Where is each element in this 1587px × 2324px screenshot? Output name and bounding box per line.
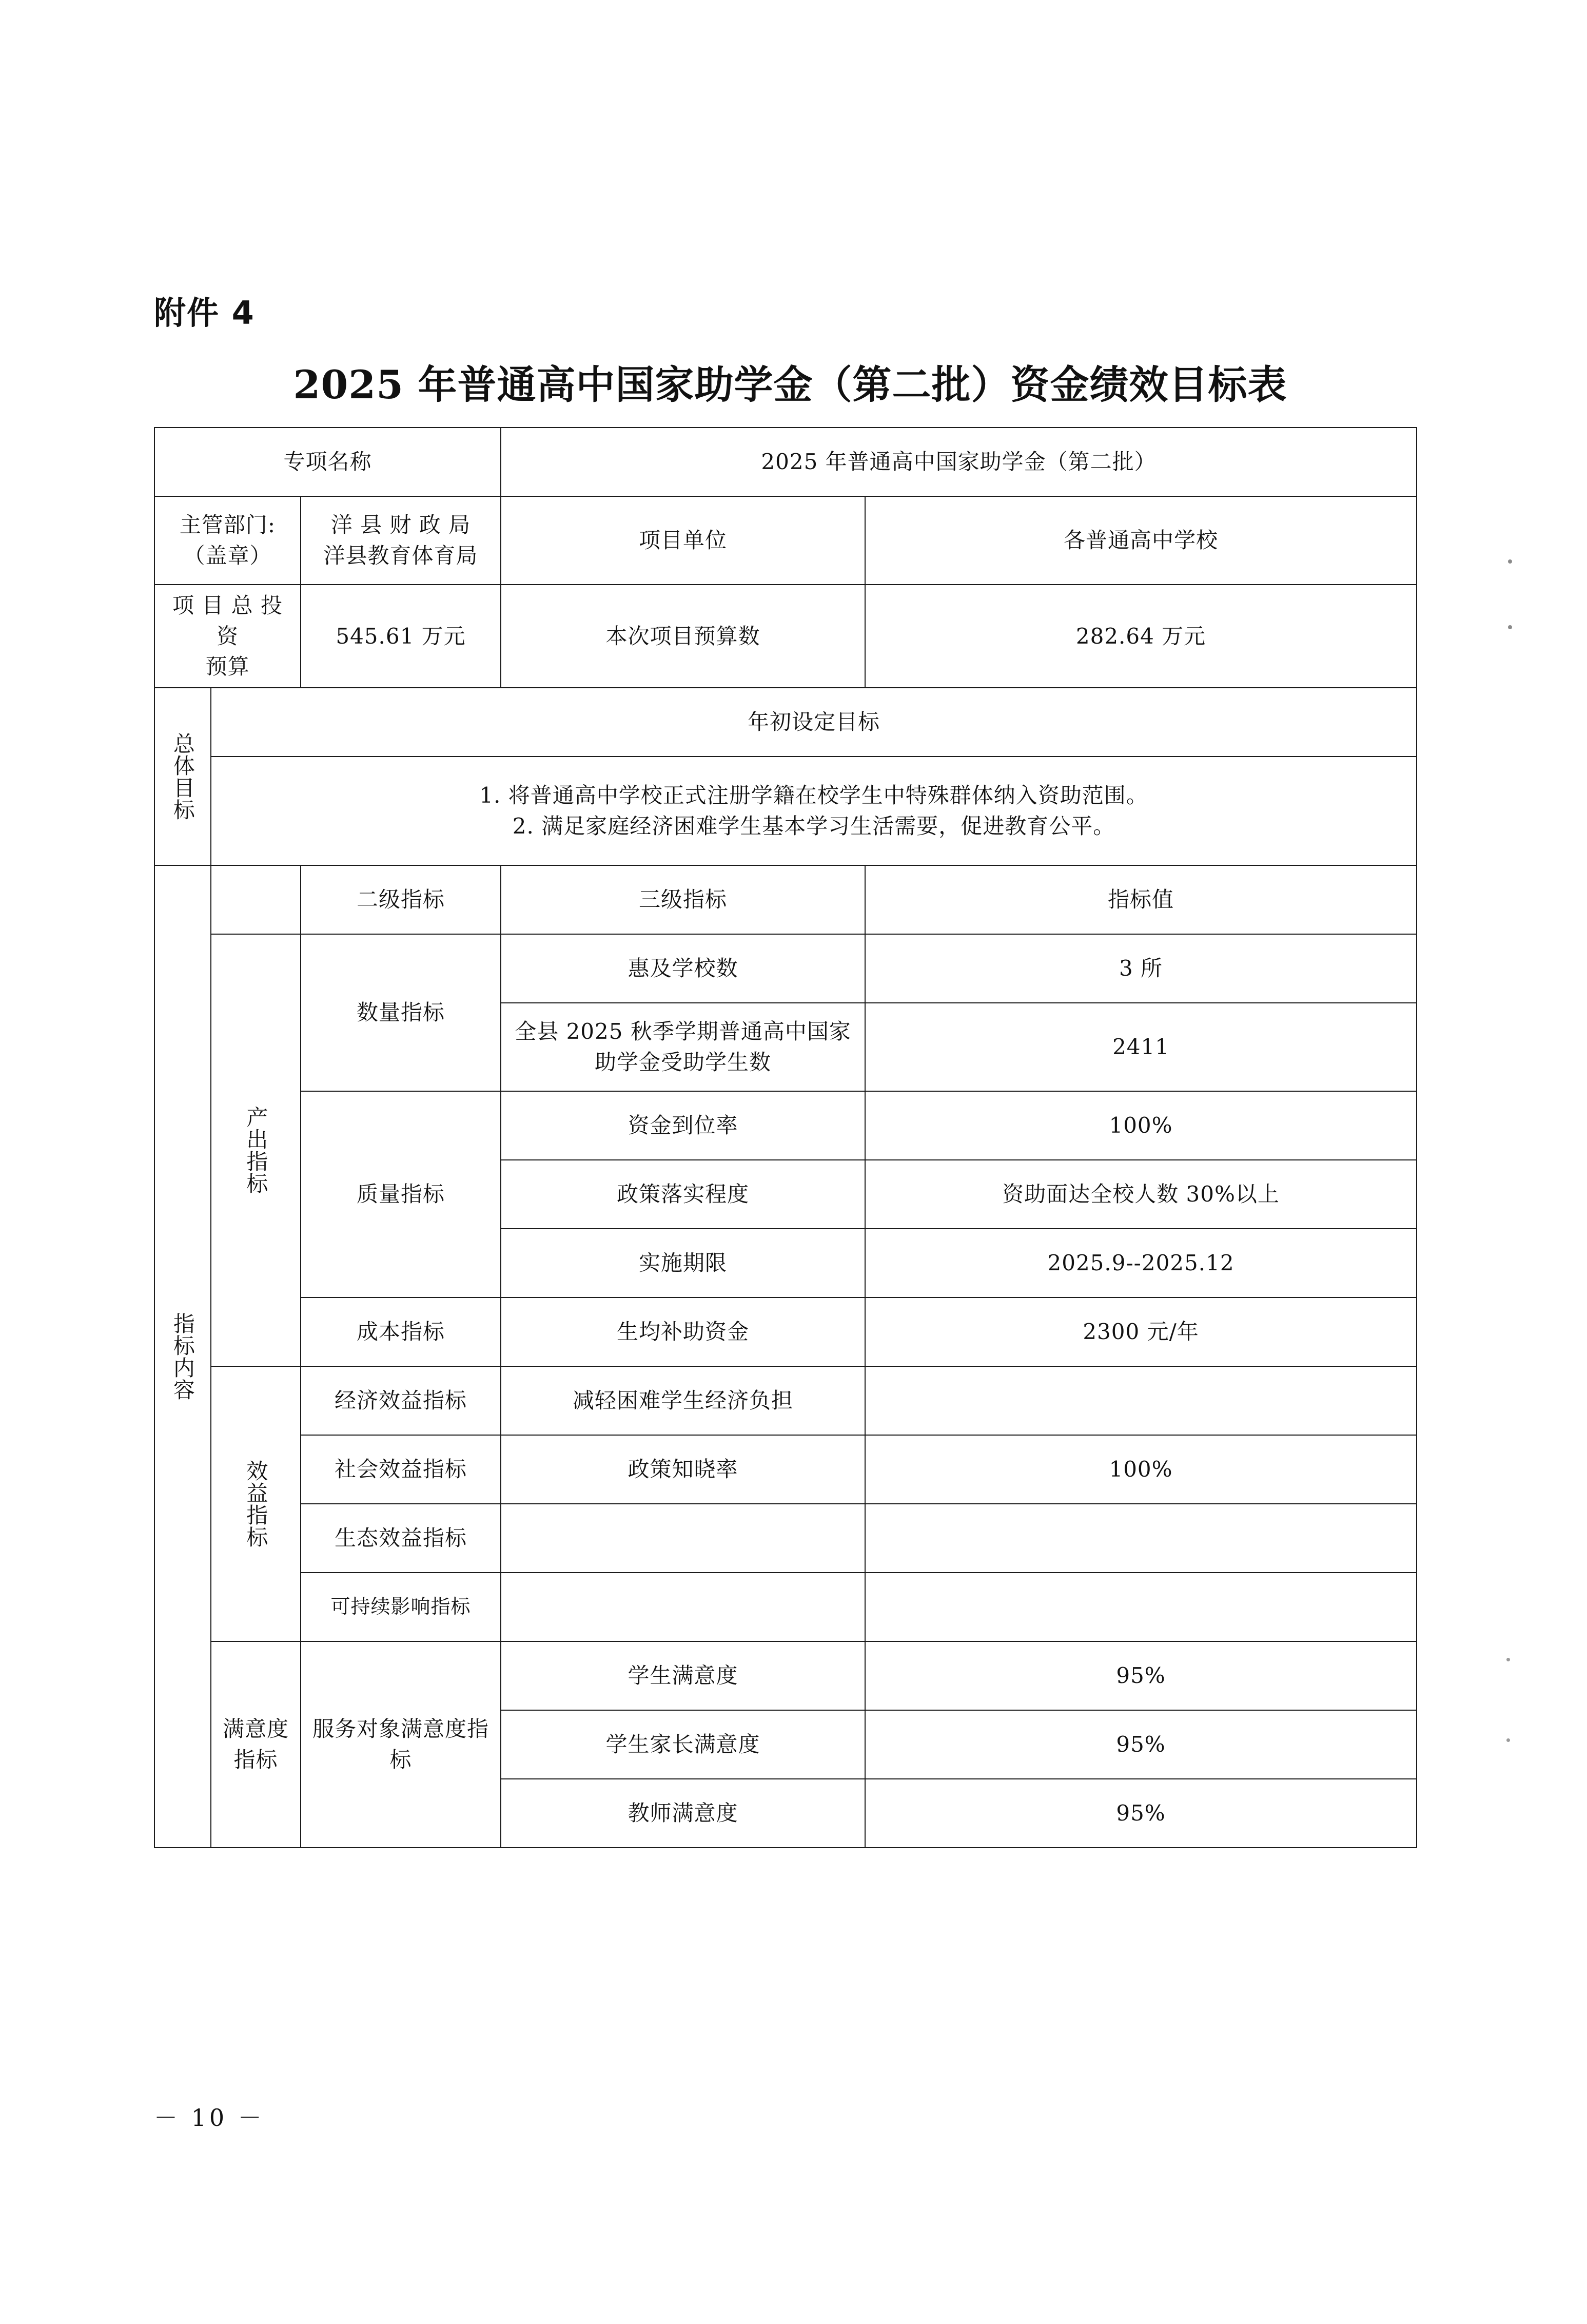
project-unit-label: 项目单位 <box>501 496 865 585</box>
current-budget-value: 282.64 万元 <box>865 585 1417 688</box>
table-row <box>154 757 1417 865</box>
subgroup-label-quality: 质量指标 <box>301 1091 501 1297</box>
dept-value <box>301 496 501 585</box>
level3-label: 全县 2025 秋季学期普通高中国家助学金受助学生数 <box>501 1003 865 1091</box>
performance-target-table <box>154 427 1417 1848</box>
dept-label-line1: 主管部门: <box>179 512 276 538</box>
indicator-col-level3: 三级指标 <box>501 865 865 934</box>
indicator-col-value: 指标值 <box>865 865 1417 934</box>
overall-goal-side-label: 总体目标 <box>154 688 211 865</box>
subgroup-label-ecological: 生态效益指标 <box>301 1504 501 1573</box>
total-budget-label-line2: 预算 <box>205 654 250 680</box>
indicator-value: 2025.9--2025.12 <box>865 1229 1417 1297</box>
subgroup-label-service-object: 服务对象满意度指标 <box>301 1641 501 1848</box>
level3-label: 政策落实程度 <box>501 1160 865 1229</box>
table-row <box>154 1435 1417 1504</box>
table-row <box>154 428 1417 496</box>
level3-label: 减轻困难学生经济负担 <box>501 1366 865 1435</box>
indicator-value: 3 所 <box>865 934 1417 1003</box>
indicator-value: 100% <box>865 1091 1417 1160</box>
indicator-value: 100% <box>865 1435 1417 1504</box>
indicator-value <box>865 1504 1417 1573</box>
table-row <box>154 496 1417 585</box>
dept-value-line2: 洋县教育体育局 <box>323 543 478 568</box>
subgroup-label-cost: 成本指标 <box>301 1297 501 1366</box>
level3-label <box>501 1504 865 1573</box>
table-row <box>154 865 1417 934</box>
table-row <box>154 1297 1417 1366</box>
indicator-value: 95% <box>865 1710 1417 1779</box>
indicator-value: 95% <box>865 1779 1417 1848</box>
table-row <box>154 1366 1417 1435</box>
indicator-value: 2411 <box>865 1003 1417 1091</box>
level3-label: 资金到位率 <box>501 1091 865 1160</box>
table-row <box>154 585 1417 688</box>
dept-label-line2: （盖章） <box>183 543 272 568</box>
indicator-value <box>865 1366 1417 1435</box>
level3-label: 教师满意度 <box>501 1779 865 1848</box>
attachment-label: 附件 4 <box>154 294 255 332</box>
total-budget-value: 545.61 万元 <box>301 585 501 688</box>
group-label-satisfaction: 满意度指标 <box>211 1641 301 1848</box>
total-budget-label <box>154 585 301 688</box>
indicator-col-level2: 二级指标 <box>301 865 501 934</box>
dept-value-line1: 洋 县 财 政 局 <box>330 512 471 538</box>
special-name-label: 专项名称 <box>154 428 501 496</box>
group-label-benefit: 效益指标 <box>211 1366 301 1641</box>
total-budget-label-line1: 项 目 总 投 资 <box>172 593 283 649</box>
margin-dot-marks <box>1508 559 1515 691</box>
level3-label: 实施期限 <box>501 1229 865 1297</box>
special-name-value: 2025 年普通高中国家助学金（第二批） <box>501 428 1417 496</box>
level3-label <box>501 1573 865 1641</box>
indicator-value: 2300 元/年 <box>865 1297 1417 1366</box>
indicator-value <box>865 1573 1417 1641</box>
level3-label: 生均补助资金 <box>501 1297 865 1366</box>
dept-label <box>154 496 301 585</box>
indicator-col-blank <box>211 865 301 934</box>
level3-label: 学生家长满意度 <box>501 1710 865 1779</box>
margin-dot-marks-lower <box>1506 1658 1510 1819</box>
table-row <box>154 1504 1417 1573</box>
page-title: 2025 年普通高中国家助学金（第二批）资金绩效目标表 <box>293 362 1287 408</box>
subgroup-label-social: 社会效益指标 <box>301 1435 501 1504</box>
overall-goal-header: 年初设定目标 <box>211 688 1417 757</box>
subgroup-label-sustainable: 可持续影响指标 <box>301 1573 501 1641</box>
indicator-value: 资助面达全校人数 30%以上 <box>865 1160 1417 1229</box>
indicator-side-label: 指标内容 <box>154 865 211 1848</box>
table-row <box>154 688 1417 757</box>
subgroup-label-economic: 经济效益指标 <box>301 1366 501 1435</box>
overall-goal-item-1: 1. 将普通高中学校正式注册学籍在校学生中特殊群体纳入资助范围。 <box>479 783 1148 808</box>
table-row <box>154 1091 1417 1160</box>
table-row <box>154 934 1417 1003</box>
current-budget-label: 本次项目预算数 <box>501 585 865 688</box>
group-label-output: 产出指标 <box>211 934 301 1366</box>
level3-label: 学生满意度 <box>501 1641 865 1710</box>
level3-label: 惠及学校数 <box>501 934 865 1003</box>
project-unit-value: 各普通高中学校 <box>865 496 1417 585</box>
subgroup-label-quantity: 数量指标 <box>301 934 501 1091</box>
overall-goal-item-2: 2. 满足家庭经济困难学生基本学习生活需要，促进教育公平。 <box>512 813 1115 839</box>
table-row <box>154 1573 1417 1641</box>
indicator-value: 95% <box>865 1641 1417 1710</box>
level3-label: 政策知晓率 <box>501 1435 865 1504</box>
document-content <box>154 287 1426 1848</box>
overall-goal-items <box>211 757 1417 865</box>
page-number: － 10 － <box>154 2104 265 2132</box>
table-row <box>154 1641 1417 1710</box>
